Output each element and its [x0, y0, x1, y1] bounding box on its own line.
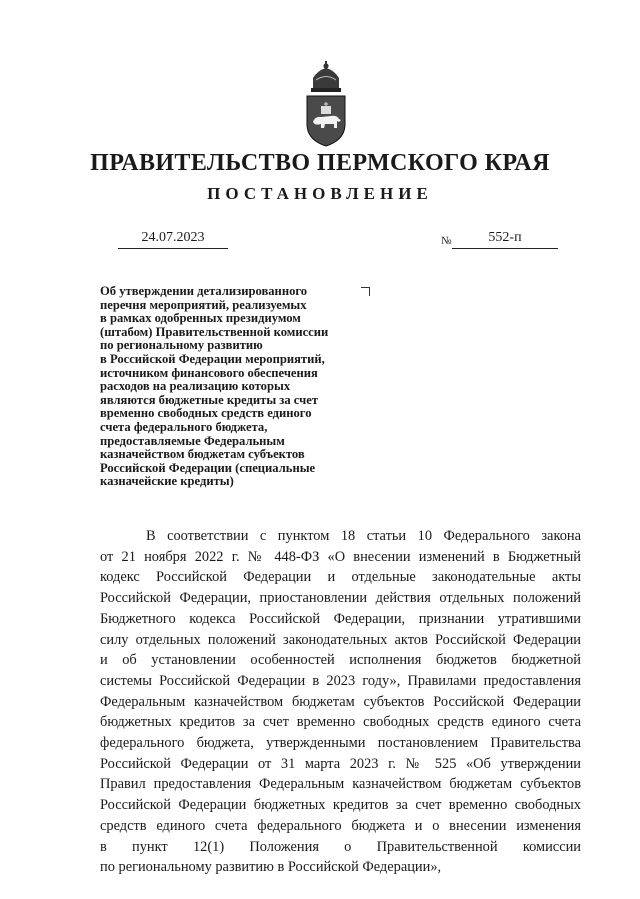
- document-body: [100, 526, 581, 878]
- subject-line: источником финансового обеспечения: [100, 365, 318, 380]
- body-line: бюджетных кредитов за счет временно свободных средств единого счета: [100, 714, 581, 731]
- body-line: федерального бюджета, утвержденными постановлением Правительства: [100, 735, 581, 752]
- subject-line: в рамках одобренных президиумом: [100, 311, 301, 326]
- body-line: Российской Федерации бюджетных кредитов за счет временно свободных: [100, 797, 581, 814]
- body-line: от 21 ноября 2022 г. № 448-ФЗ «О внесении изменений в Бюджетный: [100, 548, 581, 565]
- subject-line: счета федерального бюджета,: [100, 419, 268, 434]
- body-line: системы Российской Федерации в 2023 году», Правилами предоставления: [100, 672, 581, 689]
- body-line: В соответствии с пунктом 18 статьи 10 Федерального закона: [146, 528, 581, 544]
- body-line: Федеральным казначейством бюджетам субъектов Российской Федерации: [100, 693, 581, 710]
- document-date: 24.07.2023: [118, 230, 228, 249]
- subject-line: Об утверждении детализированного: [100, 284, 308, 298]
- body-line: Российской Федерации, приостановлении действия отдельных положений: [100, 590, 581, 607]
- document-subject: [100, 285, 380, 489]
- subject-line: казначейством бюджетам субъектов: [100, 447, 305, 462]
- subject-line: расходов на реализацию которых: [100, 379, 291, 394]
- subject-line: казначейские кредиты): [100, 474, 234, 489]
- subject-line: предоставляемые Федеральным: [100, 433, 285, 448]
- body-line: силу отдельных положений законодательных актов Российской Федерации: [100, 631, 581, 648]
- body-line: средств единого счета федерального бюджета и о внесении изменения: [100, 817, 581, 834]
- document-number: 552-п: [452, 230, 558, 249]
- subject-line: по региональному развитию: [100, 338, 263, 353]
- body-line: кодекс Российской Федерации и отдельные законодательные акты: [100, 569, 581, 586]
- document-type: ПОСТАНОВЛЕНИЕ: [207, 184, 433, 203]
- government-title: ПРАВИТЕЛЬСТВО ПЕРМСКОГО КРАЯ: [90, 150, 550, 176]
- subject-line: перечня мероприятий, реализуемых: [100, 297, 307, 312]
- subject-line: (штабом) Правительственной комиссии: [100, 324, 329, 339]
- subject-line: Российской Федерации (специальные: [100, 460, 316, 475]
- body-line: Российской Федерации от 31 марта 2023 г. № 525 «Об утверждении: [100, 755, 581, 772]
- body-line: в пункт 12(1) Положения о Правительственной комиссии: [100, 838, 581, 855]
- body-line: по региональному развитию в Российской Федерации»,: [100, 859, 442, 876]
- body-line: и об установлении особенностей исполнения бюджетов бюджетной: [100, 652, 581, 669]
- body-line: Бюджетного кодекса Российской Федерации, признании утратившими: [100, 610, 581, 627]
- body-line: Правил предоставления Федеральным казначейством бюджетам субъектов: [100, 776, 581, 793]
- subject-line: в Российской Федерации мероприятий,: [100, 351, 325, 366]
- subject-line: временно свободных средств единого: [100, 406, 312, 421]
- number-sign: №: [441, 235, 452, 247]
- subject-line: являются бюджетные кредиты за счет: [100, 392, 319, 407]
- coat-of-arms-icon: [301, 60, 351, 150]
